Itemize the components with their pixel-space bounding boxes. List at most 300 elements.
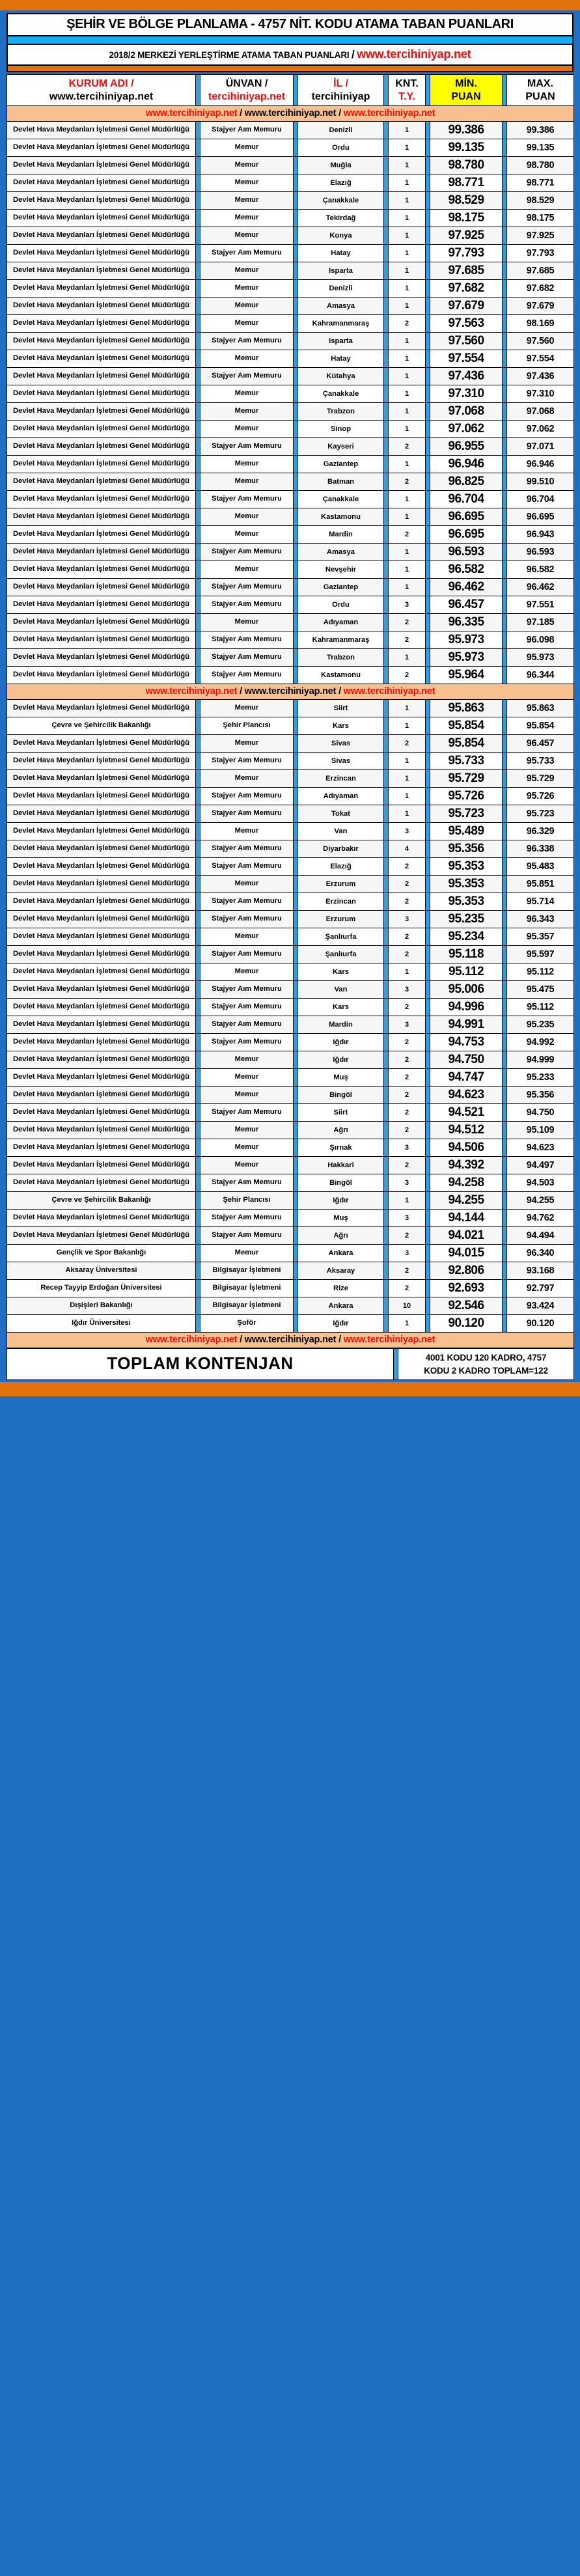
- cell-max-puan: 96.457: [507, 735, 574, 753]
- column-separator: [196, 262, 200, 280]
- cell-unvan: Memur: [200, 315, 294, 333]
- column-separator: [503, 788, 507, 805]
- cell-il: Nevşehir: [298, 561, 384, 579]
- column-separator: [426, 1016, 430, 1034]
- column-separator: [384, 350, 389, 368]
- cell-kontenjan: 2: [389, 1069, 426, 1087]
- cell-kontenjan: 1: [389, 491, 426, 508]
- cell-max-puan: 97.925: [507, 227, 574, 245]
- column-separator: [426, 596, 430, 614]
- promo-link-1[interactable]: www.tercihiniyap.net: [145, 686, 238, 697]
- column-separator: [426, 385, 430, 403]
- column-separator: [294, 544, 298, 561]
- column-separator: [503, 122, 507, 139]
- column-separator: [503, 1245, 507, 1262]
- column-header-max-puan[interactable]: [507, 75, 574, 106]
- cell-kontenjan: 2: [389, 946, 426, 963]
- promo-band-row: [7, 1333, 574, 1348]
- cell-max-puan: 95.729: [507, 770, 574, 788]
- promo-link-3[interactable]: www.tercihiniyap.net: [343, 108, 435, 119]
- cell-max-puan: 96.098: [507, 631, 574, 649]
- cell-max-puan: 95.112: [507, 963, 574, 981]
- cell-max-puan: 95.714: [507, 893, 574, 911]
- cell-kontenjan: 1: [389, 1315, 426, 1333]
- cell-min-puan: 95.964: [430, 667, 503, 684]
- table-row[interactable]: [7, 1139, 574, 1157]
- table-row[interactable]: [7, 614, 574, 631]
- cell-unvan: Memur: [200, 1087, 294, 1104]
- column-separator: [196, 421, 200, 438]
- promo-band-cell[interactable]: [7, 1333, 574, 1348]
- column-separator: [196, 157, 200, 174]
- cell-kurum-adi: Devlet Hava Meydanları İşletmesi Genel Müdürlüğü: [7, 788, 196, 805]
- cell-unvan: Stajyer Aım Memuru: [200, 840, 294, 858]
- column-separator: [294, 508, 298, 526]
- table-row[interactable]: [7, 1069, 574, 1087]
- column-separator: [503, 717, 507, 735]
- table-row[interactable]: [7, 245, 574, 262]
- subtitle-site-link[interactable]: www.tercihiniyap.net: [357, 48, 471, 61]
- column-separator: [196, 735, 200, 753]
- promo-link-1[interactable]: www.tercihiniyap.net: [145, 1335, 238, 1346]
- column-separator: [503, 631, 507, 649]
- table-row[interactable]: [7, 579, 574, 596]
- column-separator: [196, 631, 200, 649]
- column-separator: [294, 75, 298, 106]
- cell-kontenjan: 1: [389, 579, 426, 596]
- column-separator: [426, 139, 430, 157]
- table-row[interactable]: [7, 561, 574, 579]
- column-separator: [503, 735, 507, 753]
- table-row[interactable]: [7, 1122, 574, 1139]
- cell-unvan: Stajyer Aım Memuru: [200, 858, 294, 876]
- cell-unvan: Şehir Plancısı: [200, 1192, 294, 1210]
- cell-unvan: Stajyer Aım Memuru: [200, 438, 294, 456]
- column-separator: [503, 526, 507, 544]
- promo-sep-1: /: [237, 1335, 245, 1346]
- column-separator: [196, 227, 200, 245]
- cell-kontenjan: 4: [389, 840, 426, 858]
- cell-min-puan: 92.693: [430, 1280, 503, 1297]
- table-row[interactable]: [7, 298, 574, 315]
- cell-min-puan: 97.679: [430, 298, 503, 315]
- cell-kurum-adi: Devlet Hava Meydanları İşletmesi Genel Müdürlüğü: [7, 963, 196, 981]
- table-row[interactable]: [7, 473, 574, 491]
- cell-kontenjan: 1: [389, 421, 426, 438]
- column-separator: [294, 438, 298, 456]
- cell-kurum-adi: Devlet Hava Meydanları İşletmesi Genel Müdürlüğü: [7, 1087, 196, 1104]
- cell-kontenjan: 2: [389, 999, 426, 1016]
- cell-min-puan: 94.144: [430, 1210, 503, 1227]
- column-header-kurum[interactable]: [7, 75, 196, 106]
- cell-kurum-adi: Devlet Hava Meydanları İşletmesi Genel Müdürlüğü: [7, 981, 196, 999]
- column-separator: [384, 649, 389, 667]
- cell-il: Trabzon: [298, 649, 384, 667]
- cell-il: Ordu: [298, 139, 384, 157]
- cell-max-puan: 95.851: [507, 876, 574, 893]
- table-row[interactable]: [7, 770, 574, 788]
- cell-kurum-adi: Devlet Hava Meydanları İşletmesi Genel Müdürlüğü: [7, 876, 196, 893]
- table-row[interactable]: [7, 631, 574, 649]
- il-header-line1: İL /: [333, 78, 348, 89]
- cell-kurum-adi: Devlet Hava Meydanları İşletmesi Genel Müdürlüğü: [7, 858, 196, 876]
- table-row[interactable]: [7, 122, 574, 139]
- column-separator: [426, 840, 430, 858]
- cell-kurum-adi: Devlet Hava Meydanları İşletmesi Genel Müdürlüğü: [7, 805, 196, 823]
- table-row[interactable]: [7, 1227, 574, 1245]
- cell-kurum-adi: Devlet Hava Meydanları İşletmesi Genel Müdürlüğü: [7, 262, 196, 280]
- cell-il: Gaziantep: [298, 456, 384, 473]
- il-header-line2: tercihiniyap: [311, 90, 370, 102]
- cell-kontenjan: 1: [389, 1192, 426, 1210]
- cell-max-puan: 95.112: [507, 999, 574, 1016]
- orange-divider-band: [7, 66, 573, 72]
- column-separator: [294, 1315, 298, 1333]
- column-separator: [196, 333, 200, 350]
- cell-kurum-adi: Recep Tayyip Erdoğan Üniversitesi: [7, 1280, 196, 1297]
- table-row[interactable]: [7, 735, 574, 753]
- atama-taban-puanlari-table: [7, 74, 574, 1348]
- column-separator: [294, 1192, 298, 1210]
- table-row[interactable]: [7, 227, 574, 245]
- column-separator: [384, 805, 389, 823]
- table-row[interactable]: [7, 788, 574, 805]
- column-header-kontenjan[interactable]: [389, 75, 426, 106]
- cell-kurum-adi: Devlet Hava Meydanları İşletmesi Genel Müdürlüğü: [7, 770, 196, 788]
- subtitle-separator: /: [351, 48, 355, 61]
- cell-kontenjan: 3: [389, 911, 426, 928]
- promo-band-cell[interactable]: [7, 684, 574, 700]
- cell-kurum-adi: Çevre ve Şehircilik Bakanlığı: [7, 1192, 196, 1210]
- column-separator: [426, 508, 430, 526]
- cell-max-puan: 98.771: [507, 174, 574, 192]
- table-row[interactable]: [7, 526, 574, 544]
- cell-kontenjan: 1: [389, 298, 426, 315]
- cell-kurum-adi: Devlet Hava Meydanları İşletmesi Genel Müdürlüğü: [7, 753, 196, 770]
- cell-min-puan: 95.006: [430, 981, 503, 999]
- cell-min-puan: 95.733: [430, 753, 503, 770]
- column-header-unvan[interactable]: [200, 75, 294, 106]
- promo-link-2[interactable]: www.tercihiniyap.net: [244, 108, 337, 119]
- cell-unvan: Memur: [200, 963, 294, 981]
- cell-unvan: Stajyer Aım Memuru: [200, 631, 294, 649]
- cell-max-puan: 95.854: [507, 717, 574, 735]
- cell-min-puan: 92.546: [430, 1297, 503, 1315]
- table-row[interactable]: [7, 1210, 574, 1227]
- table-row[interactable]: [7, 963, 574, 981]
- table-row[interactable]: [7, 753, 574, 770]
- unvan-header-line1: ÜNVAN /: [225, 78, 268, 89]
- cell-kontenjan: 2: [389, 526, 426, 544]
- column-separator: [384, 614, 389, 631]
- cell-min-puan: 96.825: [430, 473, 503, 491]
- cell-kurum-adi: Devlet Hava Meydanları İşletmesi Genel Müdürlüğü: [7, 1104, 196, 1122]
- cell-kontenjan: 1: [389, 456, 426, 473]
- cell-max-puan: 97.068: [507, 403, 574, 421]
- cell-max-puan: 97.685: [507, 262, 574, 280]
- cell-kontenjan: 2: [389, 1051, 426, 1069]
- column-separator: [503, 298, 507, 315]
- cell-unvan: Stajyer Aım Memuru: [200, 1034, 294, 1051]
- promo-link-3[interactable]: www.tercihiniyap.net: [343, 686, 435, 697]
- table-row[interactable]: [7, 999, 574, 1016]
- column-separator: [503, 315, 507, 333]
- table-row[interactable]: [7, 893, 574, 911]
- table-row[interactable]: [7, 649, 574, 667]
- cell-min-puan: 95.356: [430, 840, 503, 858]
- table-row[interactable]: [7, 174, 574, 192]
- table-row[interactable]: [7, 928, 574, 946]
- table-row[interactable]: [7, 596, 574, 614]
- table-row[interactable]: [7, 805, 574, 823]
- cell-kontenjan: 3: [389, 981, 426, 999]
- cell-il: Mardin: [298, 1016, 384, 1034]
- table-header: [7, 75, 574, 122]
- column-separator: [294, 1051, 298, 1069]
- promo-link-3[interactable]: www.tercihiniyap.net: [343, 1335, 435, 1346]
- subtitle-text: 2018/2 MERKEZİ YERLEŞTİRME ATAMA TABAN PUANLARI: [109, 50, 350, 60]
- cell-kurum-adi: Devlet Hava Meydanları İşletmesi Genel Müdürlüğü: [7, 928, 196, 946]
- cell-il: Erzurum: [298, 876, 384, 893]
- column-separator: [384, 1157, 389, 1174]
- table-row[interactable]: [7, 858, 574, 876]
- max-header-line1: MAX.: [527, 78, 553, 89]
- cell-kurum-adi: Devlet Hava Meydanları İşletmesi Genel Müdürlüğü: [7, 946, 196, 963]
- column-separator: [384, 1227, 389, 1245]
- table-row[interactable]: [7, 876, 574, 893]
- column-separator: [196, 1227, 200, 1245]
- column-separator: [196, 1280, 200, 1297]
- column-separator: [503, 649, 507, 667]
- table-row[interactable]: [7, 1280, 574, 1297]
- column-separator: [426, 928, 430, 946]
- table-row[interactable]: [7, 667, 574, 684]
- promo-link-1[interactable]: www.tercihiniyap.net: [145, 108, 238, 119]
- table-row[interactable]: [7, 1034, 574, 1051]
- table-row[interactable]: [7, 385, 574, 403]
- table-row[interactable]: [7, 1087, 574, 1104]
- column-separator: [426, 1245, 430, 1262]
- column-separator: [503, 1016, 507, 1034]
- column-separator: [426, 1192, 430, 1210]
- table-row[interactable]: [7, 840, 574, 858]
- cell-min-puan: 97.563: [430, 315, 503, 333]
- cell-il: Isparta: [298, 262, 384, 280]
- table-row[interactable]: [7, 911, 574, 928]
- cell-min-puan: 94.015: [430, 1245, 503, 1262]
- column-separator: [426, 1262, 430, 1280]
- cell-min-puan: 98.175: [430, 210, 503, 227]
- table-row[interactable]: [7, 1174, 574, 1192]
- cell-il: Ağrı: [298, 1122, 384, 1139]
- column-separator: [196, 385, 200, 403]
- column-separator: [426, 1122, 430, 1139]
- table-row[interactable]: [7, 333, 574, 350]
- table-row[interactable]: [7, 1297, 574, 1315]
- column-separator: [294, 946, 298, 963]
- column-separator: [426, 280, 430, 298]
- column-separator: [294, 963, 298, 981]
- column-separator: [503, 75, 507, 106]
- column-separator: [426, 403, 430, 421]
- total-kontenjan-label: TOPLAM KONTENJAN: [7, 1349, 394, 1380]
- table-row[interactable]: [7, 139, 574, 157]
- column-separator: [503, 227, 507, 245]
- cell-il: Konya: [298, 227, 384, 245]
- cell-kontenjan: 1: [389, 770, 426, 788]
- cell-kurum-adi: Devlet Hava Meydanları İşletmesi Genel Müdürlüğü: [7, 1051, 196, 1069]
- cell-unvan: Memur: [200, 192, 294, 210]
- header-row: [7, 75, 574, 106]
- cell-kontenjan: 1: [389, 963, 426, 981]
- table-row[interactable]: [7, 403, 574, 421]
- column-separator: [384, 333, 389, 350]
- column-separator: [503, 403, 507, 421]
- table-row[interactable]: [7, 823, 574, 840]
- column-separator: [426, 157, 430, 174]
- cell-max-puan: 95.726: [507, 788, 574, 805]
- cell-il: Şanlıurfa: [298, 928, 384, 946]
- cell-kontenjan: 2: [389, 1227, 426, 1245]
- table-row[interactable]: [7, 421, 574, 438]
- cell-il: Erzincan: [298, 770, 384, 788]
- cell-unvan: Memur: [200, 614, 294, 631]
- cell-il: Kahramanmaraş: [298, 315, 384, 333]
- cell-il: Çanakkale: [298, 491, 384, 508]
- cell-max-puan: 95.723: [507, 805, 574, 823]
- cell-min-puan: 94.258: [430, 1174, 503, 1192]
- table-row[interactable]: [7, 1157, 574, 1174]
- table-row[interactable]: [7, 981, 574, 999]
- table-row[interactable]: [7, 1104, 574, 1122]
- cell-max-puan: 94.503: [507, 1174, 574, 1192]
- cell-il: Şırnak: [298, 1139, 384, 1157]
- table-row[interactable]: [7, 192, 574, 210]
- cell-kontenjan: 1: [389, 385, 426, 403]
- table-row[interactable]: [7, 491, 574, 508]
- table-row[interactable]: [7, 262, 574, 280]
- table-row[interactable]: [7, 438, 574, 456]
- column-separator: [426, 315, 430, 333]
- cell-kontenjan: 3: [389, 823, 426, 840]
- cell-il: Şanlıurfa: [298, 946, 384, 963]
- column-separator: [196, 139, 200, 157]
- table-row[interactable]: [7, 1262, 574, 1280]
- cell-kurum-adi: Devlet Hava Meydanları İşletmesi Genel Müdürlüğü: [7, 403, 196, 421]
- column-separator: [426, 946, 430, 963]
- column-separator: [503, 139, 507, 157]
- column-separator: [426, 893, 430, 911]
- cell-max-puan: 95.235: [507, 1016, 574, 1034]
- cell-min-puan: 94.991: [430, 1016, 503, 1034]
- table-row[interactable]: [7, 508, 574, 526]
- table-row[interactable]: [7, 1245, 574, 1262]
- table-row[interactable]: [7, 700, 574, 717]
- column-separator: [196, 192, 200, 210]
- cell-min-puan: 96.946: [430, 456, 503, 473]
- cell-max-puan: 96.338: [507, 840, 574, 858]
- column-separator: [384, 1069, 389, 1087]
- cell-min-puan: 97.068: [430, 403, 503, 421]
- column-separator: [294, 315, 298, 333]
- column-separator: [294, 700, 298, 717]
- column-separator: [294, 368, 298, 385]
- table-row[interactable]: [7, 456, 574, 473]
- column-separator: [503, 385, 507, 403]
- cell-il: Denizli: [298, 122, 384, 139]
- table-row[interactable]: [7, 544, 574, 561]
- cell-unvan: Memur: [200, 174, 294, 192]
- table-row[interactable]: [7, 157, 574, 174]
- table-row[interactable]: [7, 368, 574, 385]
- table-row[interactable]: [7, 717, 574, 735]
- cell-kontenjan: 2: [389, 928, 426, 946]
- column-separator: [384, 1034, 389, 1051]
- table-row[interactable]: [7, 315, 574, 333]
- table-row[interactable]: [7, 1192, 574, 1210]
- cell-kurum-adi: Devlet Hava Meydanları İşletmesi Genel Müdürlüğü: [7, 157, 196, 174]
- column-separator: [196, 1104, 200, 1122]
- column-header-il[interactable]: [298, 75, 384, 106]
- column-separator: [384, 75, 389, 106]
- table-row[interactable]: [7, 280, 574, 298]
- cell-max-puan: 97.310: [507, 385, 574, 403]
- column-separator: [196, 999, 200, 1016]
- cell-kurum-adi: Devlet Hava Meydanları İşletmesi Genel Müdürlüğü: [7, 561, 196, 579]
- cell-il: Muş: [298, 1069, 384, 1087]
- cell-kontenjan: 2: [389, 876, 426, 893]
- column-separator: [294, 298, 298, 315]
- cell-unvan: Stajyer Aım Memuru: [200, 245, 294, 262]
- column-separator: [294, 1069, 298, 1087]
- cell-unvan: Stajyer Aım Memuru: [200, 981, 294, 999]
- cell-max-puan: 96.593: [507, 544, 574, 561]
- promo-link-2[interactable]: www.tercihiniyap.net: [244, 1335, 337, 1346]
- column-separator: [426, 1104, 430, 1122]
- column-header-min-puan[interactable]: [430, 75, 503, 106]
- column-separator: [503, 245, 507, 262]
- column-separator: [503, 614, 507, 631]
- column-separator: [294, 735, 298, 753]
- table-row[interactable]: [7, 1016, 574, 1034]
- column-separator: [196, 614, 200, 631]
- cell-unvan: Bilgisayar İşletmeni: [200, 1297, 294, 1315]
- table-row[interactable]: [7, 946, 574, 963]
- cell-unvan: Stajyer Aım Memuru: [200, 1104, 294, 1122]
- cell-unvan: Memur: [200, 561, 294, 579]
- table-row[interactable]: [7, 210, 574, 227]
- cell-max-puan: 94.623: [507, 1139, 574, 1157]
- column-separator: [384, 1016, 389, 1034]
- column-separator: [196, 1297, 200, 1315]
- column-separator: [384, 438, 389, 456]
- table-row[interactable]: [7, 1315, 574, 1333]
- cell-unvan: Memur: [200, 456, 294, 473]
- column-separator: [426, 456, 430, 473]
- cell-min-puan: 98.771: [430, 174, 503, 192]
- table-row[interactable]: [7, 1051, 574, 1069]
- column-separator: [294, 245, 298, 262]
- promo-band-cell[interactable]: [7, 106, 574, 122]
- cell-kontenjan: 2: [389, 1262, 426, 1280]
- cell-min-puan: 95.854: [430, 717, 503, 735]
- cell-min-puan: 95.234: [430, 928, 503, 946]
- table-row[interactable]: [7, 350, 574, 368]
- cell-kurum-adi: Çevre ve Şehircilik Bakanlığı: [7, 717, 196, 735]
- promo-link-2[interactable]: www.tercihiniyap.net: [244, 686, 337, 697]
- column-separator: [196, 280, 200, 298]
- column-separator: [294, 561, 298, 579]
